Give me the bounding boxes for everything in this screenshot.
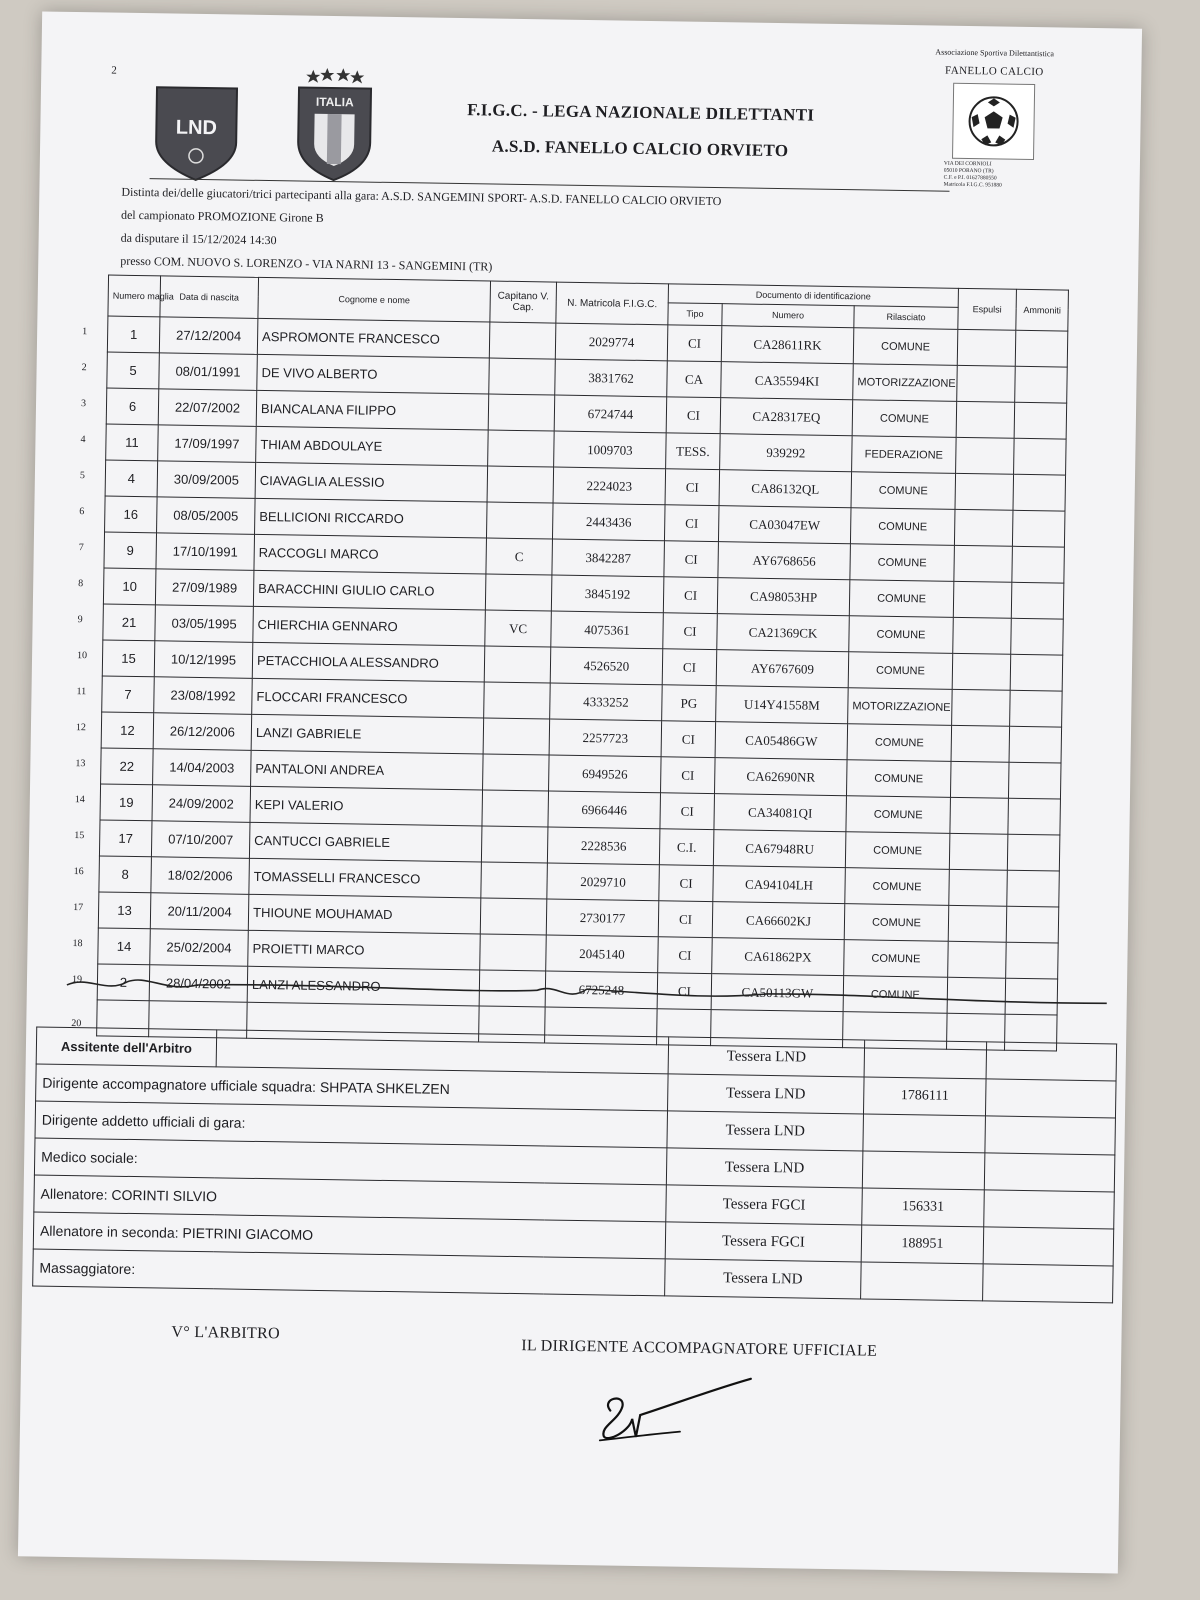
cell-rilasciato: COMUNE	[847, 724, 952, 762]
cell-numero: CA61862PX	[712, 938, 845, 976]
cell-espulsi	[957, 329, 1016, 366]
cell-cap	[483, 754, 550, 791]
cell-maglia	[79, 460, 158, 497]
club-name: FANELLO CALCIO	[944, 64, 1044, 79]
cell-matricola: 3831762	[555, 359, 668, 397]
cell-matricola: 2029710	[547, 863, 660, 901]
cell-numero: CA86132QL	[719, 470, 852, 508]
cell-tipo: CI	[663, 613, 718, 650]
staff-tessera: Tessera LND	[668, 1037, 865, 1077]
cell-espulsi	[953, 617, 1012, 654]
cell-ammoniti	[1013, 474, 1066, 511]
cell-maglia	[82, 316, 160, 353]
cell-maglia-value: 1	[129, 326, 138, 342]
row-index: 20	[71, 1017, 82, 1029]
lnd-logo-icon	[152, 83, 242, 184]
staff-label: Dirigente addetto ufficiali di gara:	[35, 1101, 668, 1148]
italia-logo-icon	[292, 63, 378, 184]
cell-maglia	[74, 820, 152, 857]
cell-nome: FLOCCARI FRANCESCO	[252, 678, 485, 718]
cell-maglia-value: 6	[128, 398, 137, 414]
cell-tipo: CI	[664, 541, 719, 578]
cell-cap	[488, 430, 555, 467]
staff-tessera-number: 1786111	[863, 1077, 986, 1116]
cell-ammoniti	[1015, 330, 1068, 367]
cell-matricola: 6725248	[545, 971, 658, 1009]
cell-nascita: 17/10/1991	[156, 533, 255, 571]
cell-matricola: 2443436	[552, 503, 665, 541]
cell-nascita: 17/09/1997	[158, 425, 257, 463]
cell-nascita: 07/10/2007	[151, 821, 250, 859]
header-numero-maglia: Numero maglia	[108, 275, 161, 317]
cell-espulsi	[950, 761, 1009, 798]
cell-nome: KEPI VALERIO	[250, 786, 483, 826]
row-index: 19	[71, 974, 83, 986]
row-index: 15	[74, 830, 85, 842]
cell-numero: AY6768656	[718, 542, 851, 580]
cell-matricola: 6966446	[548, 791, 661, 829]
cell-tipo: CI	[659, 865, 714, 902]
cell-matricola: 2730177	[546, 899, 659, 937]
cell-maglia	[80, 424, 159, 461]
match-info-line: presso COM. NUOVO S. LORENZO - VIA NARNI 13 - SANGEMINI (TR)	[120, 253, 493, 274]
row-index: 13	[75, 758, 86, 770]
cell-tipo: CI	[664, 505, 719, 542]
staff-extra	[985, 1116, 1116, 1155]
referee-signature-label: V° L'ARBITRO	[171, 1323, 281, 1343]
cell-ammoniti	[1009, 726, 1062, 763]
cell-ammoniti	[1012, 546, 1065, 583]
lnd-logo-text: LND	[175, 116, 218, 140]
cell-ammoniti	[1014, 438, 1067, 475]
document-sheet	[18, 11, 1142, 1573]
cell-espulsi	[950, 797, 1009, 834]
cell-matricola: 1009703	[554, 431, 667, 469]
row-index: 9	[77, 614, 83, 626]
row-index: 2	[81, 362, 87, 374]
cell-tipo: CI	[658, 901, 713, 938]
header-cognome-nome: Cognome e nome	[258, 277, 491, 322]
cell-nome: CIAVAGLIA ALESSIO	[255, 462, 488, 502]
cell-rilasciato: COMUNE	[846, 796, 951, 834]
staff-tessera-number	[862, 1151, 985, 1190]
cell-matricola: 3845192	[551, 575, 664, 613]
football-icon	[952, 83, 1035, 160]
cell-espulsi	[956, 437, 1015, 474]
cell-matricola: 6724744	[554, 395, 667, 433]
staff-label: Assitente dell'Arbitro	[36, 1027, 217, 1067]
cell-maglia-value: 4	[127, 470, 136, 486]
cell-ammoniti	[1006, 906, 1059, 943]
row-index: 3	[80, 398, 87, 410]
row-index: 7	[78, 542, 84, 554]
cell-nome: LANZI ALESSANDRO	[247, 966, 480, 1006]
cell-maglia	[77, 640, 155, 677]
staff-table	[32, 1026, 1117, 1303]
cell-ammoniti	[1008, 798, 1061, 835]
header-data-nascita: Data di nascita	[160, 276, 259, 319]
cell-ammoniti	[1007, 834, 1060, 871]
cell-rilasciato: COMUNE	[843, 976, 948, 1014]
cell-maglia-value: 5	[129, 362, 137, 378]
staff-extra	[986, 1042, 1117, 1081]
cell-nome: PETACCHIOLA ALESSANDRO	[252, 642, 485, 682]
cell-nascita: 25/02/2004	[150, 929, 249, 967]
cell-tipo: TESS.	[666, 433, 721, 470]
cell-nascita: 30/09/2005	[157, 461, 256, 499]
cell-numero: CA50113GW	[711, 974, 844, 1012]
cell-maglia	[75, 748, 154, 785]
cell-nome: BIANCALANA FILIPPO	[256, 390, 489, 430]
cell-maglia	[81, 352, 160, 389]
cell-rilasciato: COMUNE	[845, 868, 950, 906]
cell-espulsi	[948, 905, 1007, 942]
cell-rilasciato: MOTORIZZAZIONE	[853, 364, 958, 402]
cell-matricola: 2224023	[553, 467, 666, 505]
cell-rilasciato: MOTORIZZAZIONE	[848, 688, 953, 726]
cell-ammoniti	[1010, 690, 1063, 727]
cell-cap	[485, 574, 552, 611]
staff-extra	[984, 1190, 1115, 1229]
row-index: 8	[78, 578, 84, 590]
staff-tessera-number	[864, 1040, 987, 1079]
staff-extra	[983, 1264, 1114, 1303]
row-index: 11	[76, 686, 87, 698]
official-signature-label: IL DIRIGENTE ACCOMPAGNATORE UFFICIALE	[521, 1337, 878, 1360]
cell-nome: PROIETTI MARCO	[248, 930, 481, 970]
cell-nascita: 23/08/1992	[154, 677, 253, 715]
cell-rilasciato: COMUNE	[853, 328, 958, 366]
cell-espulsi	[952, 653, 1011, 690]
cell-tipo: CI	[657, 973, 712, 1010]
cell-tipo: PG	[662, 685, 717, 722]
cell-ammoniti	[1007, 870, 1060, 907]
cell-matricola: 2257723	[549, 719, 662, 757]
club-city: 05010 PORANO (TR)	[943, 167, 994, 175]
cell-matricola: 2228536	[547, 827, 660, 865]
cell-numero: CA98053HP	[717, 578, 850, 616]
players-table-body	[71, 316, 1068, 1051]
cell-maglia-value: 2	[119, 974, 128, 990]
cell-maglia	[73, 892, 151, 929]
cell-maglia	[74, 784, 153, 821]
cell-cap	[489, 358, 556, 395]
cell-tipo: CI	[663, 577, 718, 614]
club-stamp	[908, 47, 1080, 191]
row-index: 12	[75, 722, 87, 734]
title-federation: F.I.G.C. - LEGA NAZIONALE DILETTANTI	[467, 100, 815, 125]
header-documento: Documento di identificazione	[668, 284, 958, 308]
cell-tipo: CI	[665, 469, 720, 506]
cell-nascita: 08/05/2005	[157, 497, 256, 535]
cell-cap	[481, 862, 548, 899]
cell-maglia	[76, 676, 155, 713]
cell-rilasciato: COMUNE	[850, 544, 955, 582]
cell-tipo: CI	[662, 649, 717, 686]
cell-ammoniti	[1011, 582, 1064, 619]
cell-rilasciato: FEDERAZIONE	[852, 436, 957, 474]
cell-cap	[483, 718, 550, 755]
row-index: 5	[79, 470, 86, 482]
cell-cap	[482, 790, 549, 827]
cell-rilasciato: COMUNE	[844, 904, 949, 942]
cell-cap	[487, 466, 554, 503]
cell-espulsi	[949, 833, 1008, 870]
cell-rilasciato: COMUNE	[849, 616, 954, 654]
cell-tipo: C.I.	[659, 829, 714, 866]
cell-nome: CHIERCHIA GENNARO	[253, 606, 486, 646]
row-index: 4	[80, 434, 86, 446]
cell-cap	[484, 682, 551, 719]
staff-tessera-number	[863, 1114, 986, 1153]
cell-nascita: 10/12/1995	[154, 641, 253, 679]
cell-maglia-value: 15	[121, 650, 136, 667]
cell-tipo: CI	[667, 325, 722, 362]
row-index: 17	[73, 902, 84, 914]
staff-label: Massaggiatore:	[33, 1249, 666, 1296]
cell-nascita: 24/09/2002	[152, 785, 251, 823]
cell-nome: DE VIVO ALBERTO	[257, 354, 490, 394]
cell-rilasciato: COMUNE	[846, 760, 951, 798]
cell-ammoniti	[1010, 654, 1063, 691]
cell-matricola: 2029774	[555, 323, 668, 361]
staff-label: Allenatore in seconda: PIETRINI GIACOMO	[33, 1212, 666, 1259]
cell-espulsi	[948, 941, 1007, 978]
cell-numero: CA28317EQ	[720, 398, 853, 436]
cell-maglia-value: 11	[125, 434, 139, 451]
cell-ammoniti	[1008, 762, 1061, 799]
cell-numero: CA05486GW	[715, 722, 848, 760]
header-capitano: Capitano V. Cap.	[490, 281, 557, 323]
row-index: 1	[82, 326, 88, 338]
row-index: 18	[72, 938, 83, 950]
cell-rilasciato: COMUNE	[850, 508, 955, 546]
cell-matricola: 3842287	[552, 539, 665, 577]
staff-label: Allenatore: CORINTI SILVIO	[34, 1175, 667, 1222]
match-info-line: da disputare il 15/12/2024 14:30	[120, 230, 277, 248]
cell-nascita: 27/12/2004	[159, 317, 258, 355]
cell-tipo: CI	[658, 937, 713, 974]
italia-logo-text: ITALIA	[315, 94, 354, 110]
cell-nome: PANTALONI ANDREA	[251, 750, 484, 790]
cell-matricola: 2045140	[546, 935, 659, 973]
header-numero: Numero	[722, 304, 854, 328]
cell-maglia-value: 12	[120, 722, 135, 738]
cell-nascita: 26/12/2006	[153, 713, 252, 751]
cell-ammoniti	[1015, 366, 1068, 403]
cell-cap	[486, 502, 553, 539]
cell-rilasciato: COMUNE	[851, 472, 956, 510]
cell-nascita: 08/01/1991	[159, 353, 258, 391]
cell-matricola: 6949526	[549, 755, 662, 793]
cell-nome: RACCOGLI MARCO	[254, 534, 487, 574]
cell-nascita: 03/05/1995	[155, 605, 254, 643]
staff-extra	[983, 1227, 1114, 1266]
cell-maglia-value: 14	[116, 938, 132, 954]
staff-tessera: Tessera LND	[666, 1148, 863, 1188]
cell-nome: THIOUNE MOUHAMAD	[248, 894, 481, 934]
staff-tessera: Tessera LND	[667, 1111, 864, 1151]
match-info	[116, 181, 1069, 288]
cell-tipo: CI	[661, 757, 716, 794]
cell-maglia	[78, 568, 156, 605]
cell-rilasciato: COMUNE	[849, 580, 954, 618]
cell-nascita: 22/07/2002	[158, 389, 257, 427]
cell-maglia-value: 19	[118, 794, 134, 810]
cell-cap	[481, 826, 548, 863]
staff-tessera-number: 156331	[862, 1188, 985, 1227]
cell-maglia	[79, 496, 158, 533]
cell-numero: U14Y41558M	[716, 686, 849, 724]
row-index: 6	[79, 506, 85, 518]
cell-nome: TOMASSELLI FRANCESCO	[249, 858, 482, 898]
club-address: VIA DEI CORNIOLI	[943, 160, 992, 168]
cell-espulsi	[952, 689, 1011, 726]
staff-table-body	[33, 1027, 1117, 1303]
cell-espulsi	[953, 581, 1012, 618]
cell-cap	[488, 394, 555, 431]
header-ammoniti: Ammoniti	[1016, 289, 1069, 331]
cell-numero: CA28611RK	[721, 326, 854, 364]
cell-nascita: 28/04/2002	[149, 965, 248, 1003]
cell-maglia-value: 17	[118, 830, 134, 846]
cell-maglia-value: 16	[123, 506, 139, 523]
cell-tipo: CA	[667, 361, 722, 398]
cell-numero: CA66602KJ	[712, 902, 845, 940]
cell-numero: CA03047EW	[718, 506, 851, 544]
club-vat: C.F. e P.I. 01627880550	[943, 174, 997, 182]
club-association: Associazione Sportiva Dilettantistica	[935, 47, 1055, 59]
cell-maglia-value: 9	[126, 542, 134, 558]
page-number: 2	[111, 64, 117, 77]
cell-tipo: CI	[660, 793, 715, 830]
cell-cap	[484, 646, 551, 683]
cell-tipo: CI	[661, 721, 716, 758]
cell-maglia-value: 13	[117, 902, 132, 918]
staff-label: Medico sociale:	[34, 1138, 667, 1185]
cell-numero: CA21369CK	[717, 614, 850, 652]
header-rilasciato: Rilasciato	[854, 306, 958, 329]
cell-numero: CA34081QI	[714, 794, 847, 832]
cell-matricola: 4526520	[550, 647, 663, 685]
cell-nome: ASPROMONTE FRANCESCO	[257, 318, 490, 358]
cell-nascita: 20/11/2004	[150, 893, 249, 931]
cell-numero: CA62690NR	[714, 758, 847, 796]
club-matricola: Matricola F.I.G.C. 951880	[943, 181, 1002, 189]
header-espulsi: Espulsi	[958, 288, 1017, 330]
cell-ammoniti	[1011, 618, 1064, 655]
cell-matricola: 4333252	[550, 683, 663, 721]
staff-extra	[985, 1079, 1116, 1118]
cell-numero: 939292	[720, 434, 853, 472]
staff-tessera-number: 188951	[861, 1225, 984, 1264]
title-club: A.S.D. FANELLO CALCIO ORVIETO	[491, 136, 789, 161]
cell-maglia	[77, 604, 156, 641]
cell-numero: CA67948RU	[713, 830, 846, 868]
cell-maglia-value: 7	[124, 686, 132, 702]
staff-tessera: Tessera FGCI	[666, 1185, 863, 1225]
staff-extra	[984, 1153, 1115, 1192]
players-table	[71, 275, 1069, 1052]
cell-numero: CA35594KI	[721, 362, 854, 400]
cell-ammoniti	[1012, 510, 1065, 547]
handwritten-signature-icon	[570, 1370, 771, 1453]
cell-nome: LANZI GABRIELE	[251, 714, 484, 754]
cell-nome: BARACCHINI GIULIO CARLO	[253, 570, 486, 610]
cell-maglia	[75, 712, 154, 749]
cell-maglia-value: 22	[119, 758, 135, 774]
cell-ammoniti	[1006, 942, 1059, 979]
cell-nascita: 27/09/1989	[155, 569, 254, 607]
header-tipo: Tipo	[668, 303, 722, 325]
cell-numero: AY6767609	[716, 650, 849, 688]
cell-espulsi	[955, 473, 1014, 510]
staff-tessera-number	[861, 1262, 984, 1301]
cell-espulsi	[957, 365, 1016, 402]
cell-espulsi	[956, 401, 1015, 438]
cell-maglia	[73, 856, 152, 893]
cell-nome: BELLICIONI RICCARDO	[255, 498, 488, 538]
cell-rilasciato: COMUNE	[845, 832, 950, 870]
cell-cap: C	[486, 538, 553, 575]
row-index: 14	[74, 794, 85, 806]
match-info-line: del campionato PROMOZIONE Girone B	[120, 207, 324, 225]
cell-maglia	[78, 532, 157, 569]
header-matricola: N. Matricola F.I.G.C.	[556, 282, 669, 325]
cell-maglia	[80, 388, 159, 425]
cell-cap	[489, 322, 556, 359]
staff-tessera: Tessera LND	[665, 1259, 862, 1299]
cell-espulsi	[951, 725, 1010, 762]
cell-cap: VC	[485, 610, 552, 647]
cell-numero: CA94104LH	[713, 866, 846, 904]
staff-tessera: Tessera LND	[668, 1074, 865, 1114]
cell-matricola: 4075361	[551, 611, 664, 649]
row-index: 10	[77, 650, 88, 662]
cell-nascita: 14/04/2003	[153, 749, 252, 787]
cell-rilasciato: COMUNE	[852, 400, 957, 438]
cell-maglia-value: 8	[121, 866, 129, 882]
cell-ammoniti	[1014, 402, 1067, 439]
cell-espulsi	[954, 509, 1013, 546]
row-index: 16	[73, 866, 84, 878]
cell-rilasciato: COMUNE	[848, 652, 953, 690]
cell-cap	[480, 898, 547, 935]
match-info-line: Distinta dei/delle giucatori/trici partecipanti alla gara: A.S.D. SANGEMINI SPORT- A.S.D. FANELLO CALCIO ORVIETO	[121, 184, 722, 209]
cell-nascita: 18/02/2006	[151, 857, 250, 895]
cell-nome: THIAM ABDOULAYE	[256, 426, 489, 466]
cell-maglia	[72, 928, 151, 965]
cell-cap	[480, 934, 547, 971]
cell-tipo: CI	[666, 397, 721, 434]
cell-maglia-value: 21	[121, 614, 137, 631]
cell-maglia-value: 10	[122, 578, 138, 595]
cell-rilasciato: COMUNE	[844, 940, 949, 978]
cell-espulsi	[949, 869, 1008, 906]
cell-espulsi	[954, 545, 1013, 582]
staff-label: Dirigente accompagnatore ufficiale squadra: SHPATA SHKELZEN	[36, 1064, 669, 1111]
staff-tessera: Tessera FGCI	[665, 1222, 862, 1262]
cell-nome: CANTUCCI GABRIELE	[249, 822, 482, 862]
